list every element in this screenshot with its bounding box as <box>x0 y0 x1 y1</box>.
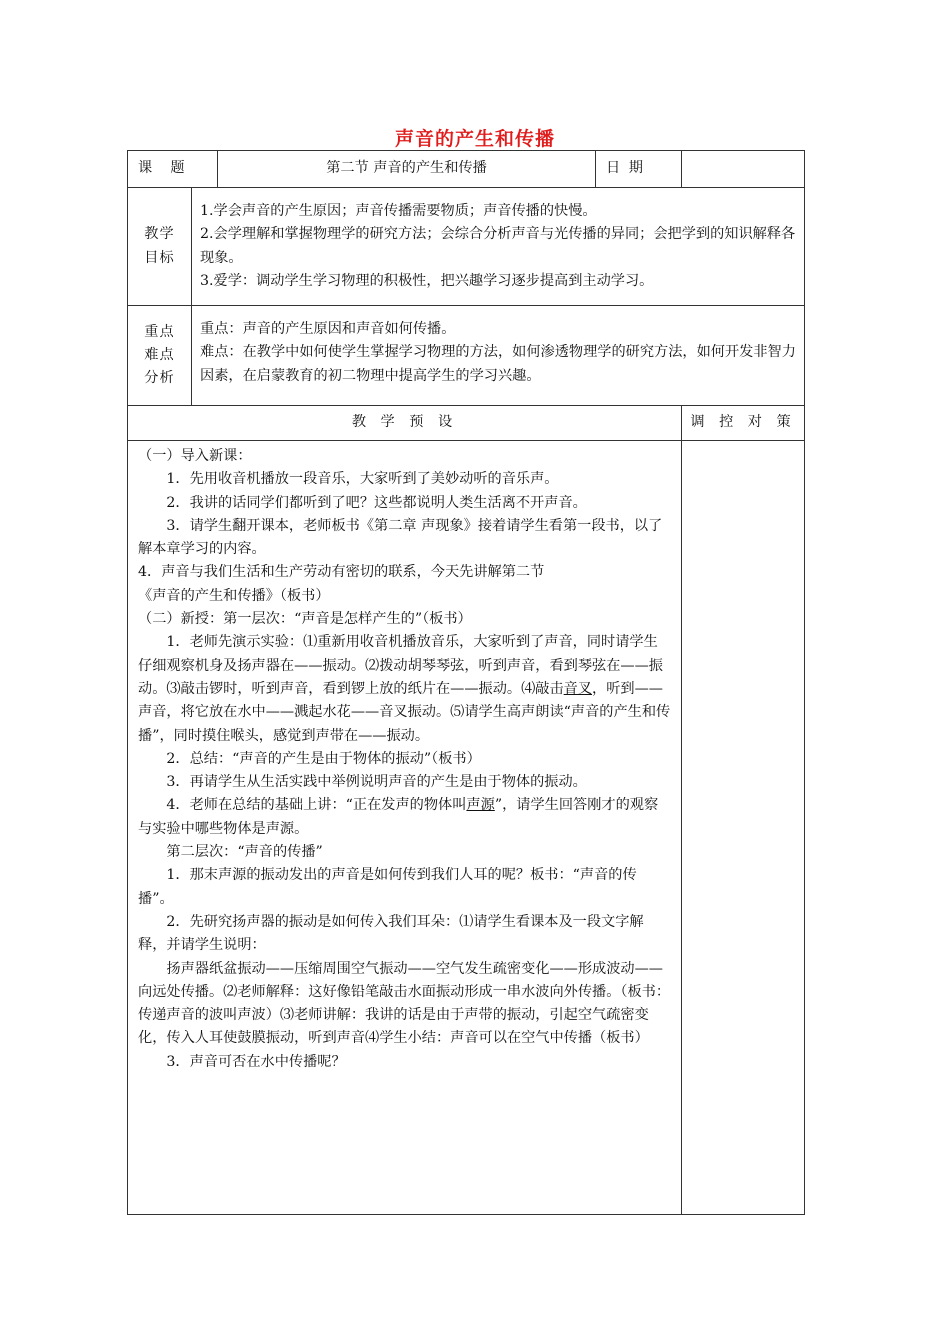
underlined-term: 声源 <box>466 797 495 814</box>
plan-paragraph: （二）新授：第一层次：“声音是怎样产生的”（板书） <box>138 611 472 628</box>
strategy-content <box>682 441 805 1215</box>
plan-paragraph: 第二层次：“声音的传播” <box>166 844 323 861</box>
section-header-row <box>128 406 805 441</box>
plan-paragraph: 1．先用收音机播放一段音乐，大家听到了美妙动听的音乐声。 <box>166 471 559 488</box>
plan-paragraph: 《声音的产生和传播》（板书） <box>138 587 330 604</box>
objective-item: 3.爱学：调动学生学习物理的积极性，把兴趣学习逐步提高到主动学习。 <box>200 272 654 289</box>
topic-value: 第二节 声音的产生和传播 <box>218 151 596 188</box>
plan-text: 1．老师先演示实验：⑴重新用收音机播放音乐，大家听到了声音，同时请学生仔细观察机身及扬声器在——振动。⑵拨动胡琴琴弦，听到声音，看到琴弦在——振动。⑶敲击锣时，听到声音，看到锣上放的纸片在——振动。⑷敲击 <box>138 634 663 697</box>
keypoints-row <box>128 306 805 406</box>
plan-content <box>128 441 682 1215</box>
keypoints-label-line2: 难点 <box>144 346 175 363</box>
document-title: 声音的产生和传播 <box>394 128 555 150</box>
keypoints-label-line3: 分析 <box>144 370 175 387</box>
keypoint-important: 重点：声音的产生原因和声音如何传播。 <box>200 321 456 337</box>
objectives-label <box>128 188 192 306</box>
plan-paragraph <box>138 631 671 747</box>
strategy-header: 调 控 对 策 <box>682 406 805 441</box>
keypoints-label-line1: 重点 <box>144 323 175 340</box>
plan-paragraph: 4．声音与我们生活和生产劳动有密切的联系，今天先讲解第二节 <box>138 564 545 581</box>
keypoints-content <box>192 306 805 406</box>
plan-paragraph: （一）导入新课： <box>138 448 252 464</box>
plan-paragraph: 1．那末声源的振动发出的声音是如何传到我们人耳的呢？板书：“声音的传播”。 <box>138 867 637 907</box>
keypoint-difficult: 难点：在教学中如何使学生掌握学习物理的方法，如何渗透物理学的研究方法，如何开发非智力因素，在启蒙教育的初二物理中提高学生的学习兴趣。 <box>200 344 796 384</box>
objective-item: 2.会学理解和掌握物理学的研究方法；会综合分析声音与光传播的异同；会把学到的知识解释各现象。 <box>200 226 796 266</box>
objectives-label-line1: 教学 <box>144 226 175 243</box>
plan-paragraph: 2．总结：“声音的产生是由于物体的振动”（板书） <box>166 750 481 767</box>
plan-text: ，听到——声音，将它放在水中——溅起水花——音叉振动。⑸请学生高声朗读“声音的产生和传播”，同时摸住喉头，感觉到声带在——振动。 <box>138 680 671 744</box>
plan-paragraph: 扬声器纸盆振动——压缩周围空气振动——空气发生疏密变化——形成波动——向远处传播。⑵老师解释：这好像铅笔敲击水面振动形成一串水波向外传播。（板书：传递声音的波叫声波）⑶老师讲解：我讲的话是由于声带的振动，引起空气疏密变化，传入人耳使鼓膜振动，听到声音⑷学生小结：声音可以在空气中传播（板书） <box>138 960 671 1047</box>
plan-paragraph: 3．声音可否在水中传播呢？ <box>166 1053 346 1070</box>
objectives-row <box>128 188 805 306</box>
plan-text: 4．老师在总结的基础上讲：“正在发声的物体叫 <box>166 797 467 814</box>
header-row <box>128 151 805 188</box>
plan-body-row <box>128 441 805 1215</box>
plan-paragraph: 2．我讲的话同学们都听到了吧？这些都说明人类生活离不开声音。 <box>166 494 587 511</box>
date-value <box>682 151 805 188</box>
lesson-plan-table <box>127 150 805 1215</box>
plan-header: 教 学 预 设 <box>128 406 682 441</box>
plan-paragraph: 3．请学生翻开课本，老师板书《第二章 声现象》接着请学生看第一段书，以了解本章学习的内容。 <box>138 517 663 558</box>
objectives-label-line2: 目标 <box>144 249 175 266</box>
objective-item: 1.学会声音的产生原因；声音传播需要物质；声音传播的快慢。 <box>200 203 597 219</box>
plan-paragraph: 2．先研究扬声器的振动是如何传入我们耳朵：⑴请学生看课本及一段文字解释，并请学生说明： <box>138 913 644 954</box>
date-label: 日 期 <box>596 151 682 188</box>
topic-label: 课 题 <box>128 151 218 188</box>
plan-paragraph <box>138 794 671 841</box>
keypoints-label <box>128 306 192 406</box>
objectives-content <box>192 188 805 306</box>
plan-text: ”，请学生回答刚才的观察与实验中哪些物体是声源。 <box>138 797 659 837</box>
underlined-term: 音叉 <box>563 680 593 697</box>
plan-paragraph: 3．再请学生从生活实践中举例说明声音的产生是由于物体的振动。 <box>166 774 587 791</box>
